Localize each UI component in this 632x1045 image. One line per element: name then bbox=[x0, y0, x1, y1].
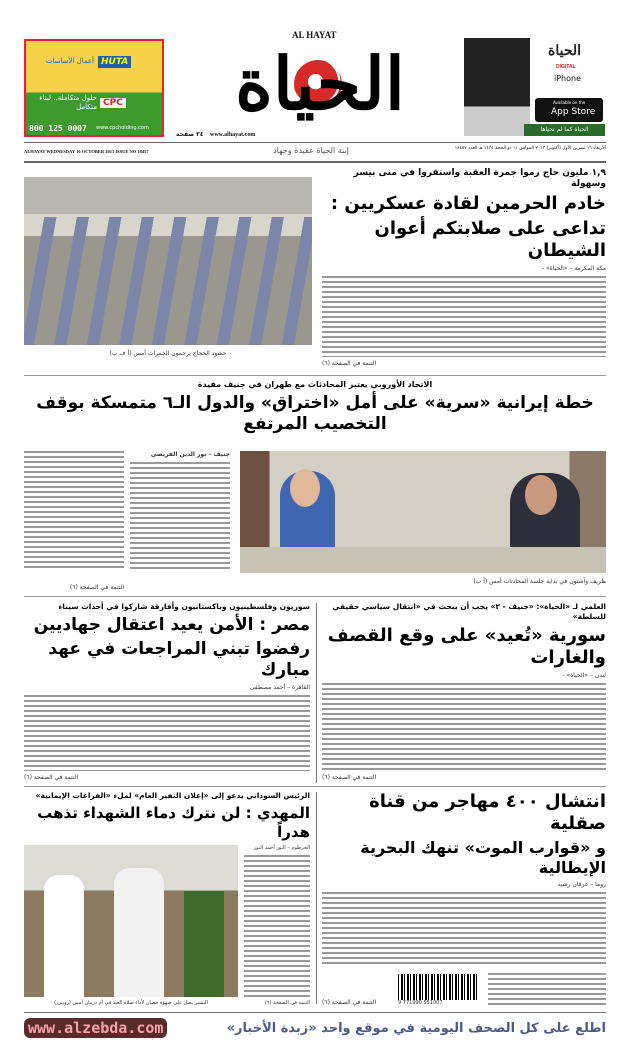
store-name: App Store bbox=[551, 107, 596, 117]
barcode-number: 9 771990 551007 bbox=[398, 1000, 443, 1006]
story5-continued[interactable]: التتمة في الصفحة (٦) bbox=[322, 999, 377, 1006]
page-count: ٣٤ صفحة bbox=[176, 131, 204, 138]
story3-continued[interactable]: التتمة في الصفحة (٦) bbox=[322, 774, 377, 781]
story6-kicker: الرئيس السوداني يدعو إلى «إعلان النفير العام» لملء «الفراغات الإيمانية» bbox=[35, 791, 310, 800]
ad-device: iPhone bbox=[554, 74, 582, 83]
story3-headline[interactable]: سورية «تُعيد» على وقع القصف والغارات bbox=[327, 625, 606, 668]
story6-dateline: الخرطوم – النور أحمد النور bbox=[253, 845, 310, 851]
story4-dateline: القاهرة – أحمد مصطفى bbox=[249, 684, 310, 691]
story5-body bbox=[322, 892, 606, 966]
story2-continued[interactable]: التتمة في الصفحة (٦) bbox=[69, 584, 124, 591]
story5-headline-2[interactable]: و «قوارب الموت» تنهك البحرية الإيطالية bbox=[360, 838, 606, 877]
story3-dateline: لندن – «الحياة» - bbox=[562, 672, 606, 679]
story6-headline[interactable]: المهدي : لن نترك دماء الشهداء تذهب هدراً bbox=[37, 804, 310, 841]
phones-image bbox=[464, 38, 530, 136]
story6 bbox=[24, 791, 310, 1007]
story4 bbox=[24, 602, 310, 782]
story5-body-end bbox=[488, 973, 606, 1007]
story1-headline-2[interactable]: تداعى على صلابتكم أعوان الشيطان bbox=[374, 218, 606, 261]
footer-site[interactable]: www.alzebda.com bbox=[24, 1018, 167, 1038]
ad-brand: الحياة bbox=[548, 43, 582, 59]
ad-right[interactable] bbox=[464, 38, 605, 136]
store-top: Available on the bbox=[553, 100, 586, 105]
motto: إبنة الحياة عقيدة وجهاد bbox=[273, 146, 349, 155]
story1-caption: حشود الحجاج يرجمون الجمرات أمس (أ ف ب) bbox=[109, 350, 227, 357]
footer-slogan[interactable]: اطلع على كل الصحف اليومية في موقع واحد «زبدة الأخبار» bbox=[226, 1021, 606, 1036]
ad-text: أعمال الأساسات bbox=[45, 57, 94, 65]
story2-body-col2 bbox=[24, 451, 124, 569]
story6-footer bbox=[24, 1000, 310, 1007]
story2-headline[interactable]: خطة إيرانية «سرية» على أمل «اختراق» والدول الـ٦ متمسكة بوقف التخصيب المرتفع bbox=[36, 393, 594, 434]
app-store-badge[interactable] bbox=[535, 98, 603, 122]
story4-continued[interactable]: التتمة في الصفحة (٦) bbox=[24, 774, 79, 781]
ad-text: حلول متكاملة.. لبناء متكامل bbox=[39, 94, 97, 111]
divider bbox=[24, 142, 606, 143]
story6-content bbox=[24, 845, 310, 997]
story4-body bbox=[24, 695, 310, 771]
divider bbox=[24, 786, 606, 787]
story2-body-col1 bbox=[130, 462, 230, 569]
bashir-photo bbox=[24, 845, 238, 997]
story1-headline[interactable]: خادم الحرمين لقادة عسكريين : bbox=[330, 193, 606, 214]
story2-caption: ظريف وآشتون في بداية جلسة المحادثات أمس (أ ب) bbox=[473, 578, 606, 585]
story5-dateline: روما – عرفان رشيد bbox=[557, 881, 606, 888]
divider bbox=[24, 161, 606, 163]
story4-headline[interactable]: مصر : الأمن يعيد اعتقال جهاديين bbox=[33, 615, 310, 635]
story5-footer bbox=[322, 969, 606, 1007]
story5-headline[interactable]: انتشال ٤٠٠ مهاجر من قناة صقلية bbox=[369, 791, 606, 834]
story2-dateline: جنيف – نور الدين الفريضي bbox=[150, 451, 230, 458]
story2-col1 bbox=[130, 451, 230, 569]
story3-body bbox=[322, 683, 606, 771]
story5 bbox=[322, 791, 606, 1007]
ad-phone: 800 125 0007 bbox=[29, 124, 87, 133]
story3-kicker: العلمي لـ «الحياة»: «جنيف - ٢» يجب أن يبحث في «انتقال سياسي حقيقي للسلطة» bbox=[332, 602, 606, 621]
ad-edition: DIGITAL bbox=[556, 64, 576, 70]
hajj-photo bbox=[24, 177, 312, 345]
masthead-logo: الحياة bbox=[235, 41, 405, 126]
story2-kicker: الاتحاد الأوروبي يعتبر المحادثات مع طهران في جنيف مفيدة bbox=[197, 380, 433, 389]
column-divider bbox=[316, 792, 317, 1004]
story6-body bbox=[244, 855, 310, 997]
divider bbox=[24, 596, 606, 597]
story1 bbox=[322, 168, 606, 368]
story4-headline-2[interactable]: رفضوا تبني المراجعات في عهد مبارك bbox=[48, 639, 310, 680]
ad-tagline: الحياة كما لم تحياها bbox=[524, 124, 605, 136]
story4-kicker: سوريون وفلسطينيون وباكستانيون وأفارقة شاركوا في أحداث سيناء bbox=[58, 602, 310, 611]
story1-dateline: مكة المكرمة – «الحياة» - bbox=[541, 265, 606, 272]
story1-body bbox=[322, 276, 606, 357]
story1-kicker: ١,٩ مليون حاج رموا جمرة العقبة واستقروا في منى بيسر وسهولة bbox=[353, 168, 606, 189]
date-arabic: الأربعاء ١٦ تشرين الأول (أكتوبر) ٢٠١٣ الموافق ١١ ذو الحجة ١٤٣٤ هـ العدد ١٨٤٥٧ bbox=[454, 146, 606, 151]
divider bbox=[24, 375, 606, 376]
ad-left[interactable] bbox=[24, 39, 164, 137]
huta-logo: HUTA bbox=[98, 56, 131, 68]
story3 bbox=[322, 602, 606, 782]
logo-latin: AL HAYAT bbox=[292, 30, 337, 40]
website[interactable]: www.alhayat.com bbox=[210, 132, 256, 138]
story6-continued[interactable]: التتمة في الصفحة (٦) bbox=[264, 1000, 310, 1006]
barcode bbox=[398, 974, 478, 1000]
date-latin: ALHAYAT WEDNESDAY 16 OCTOBER 2013 ISSUE NO 18457 bbox=[24, 149, 149, 154]
barcode-block bbox=[398, 974, 482, 1007]
story1-continued[interactable]: التتمة في الصفحة (٦) bbox=[322, 360, 377, 367]
cpc-logo: CPC bbox=[100, 98, 126, 108]
story6-text bbox=[244, 845, 310, 997]
geneva-photo bbox=[240, 451, 606, 573]
ad-site: www.cpcholding.com bbox=[96, 125, 149, 131]
divider bbox=[24, 1012, 606, 1013]
story6-caption: البشير يصل على صهوة حصان لأداء صلاة العيد في أم درمان أمس (رويترز) bbox=[54, 1000, 208, 1006]
column-divider bbox=[316, 603, 317, 783]
